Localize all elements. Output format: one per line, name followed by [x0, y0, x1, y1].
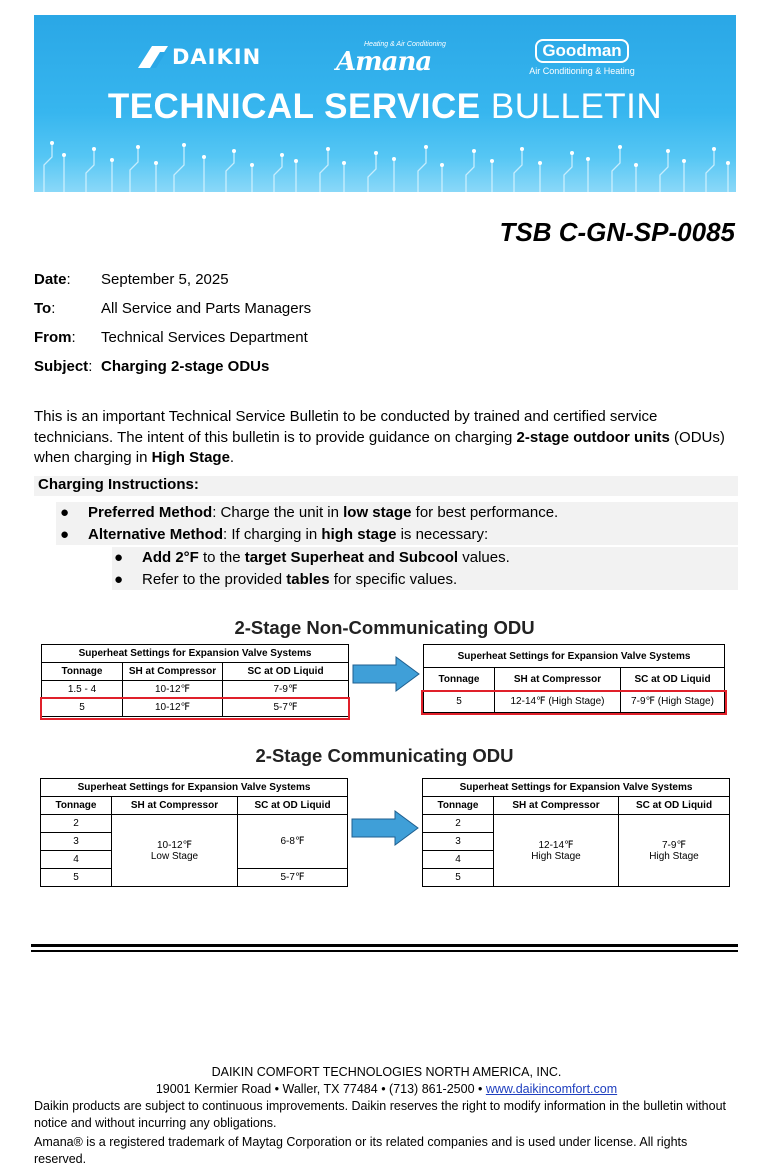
comm-left-table [40, 778, 348, 887]
footer [34, 1064, 739, 1168]
table-cell: 5 [423, 869, 494, 887]
col-header: Tonnage [41, 797, 112, 815]
daikin-logo [138, 43, 261, 71]
add-2f-item: ● Add 2°F to the target Superheat and Subcool values. [114, 549, 510, 566]
col-header: SC at OD Liquid [223, 663, 349, 681]
amana-logo-text: Amana [336, 47, 432, 77]
refer-tables-item: ● Refer to the provided tables for specific values. [114, 571, 458, 588]
table-row [42, 681, 349, 699]
table-cell: 7-9℉ (High Stage) [621, 691, 725, 713]
table-cell: 5 [42, 699, 123, 717]
header-banner [34, 15, 736, 192]
date-label: Date: [34, 271, 71, 288]
footer-address: 19001 Kermier Road • Waller, TX 77484 • (713) 861-2500 • www.daikincomfort.com [155, 1082, 618, 1096]
table-row [423, 815, 730, 833]
table-cell: 4 [41, 851, 112, 869]
to-value: All Service and Parts Managers [101, 300, 312, 317]
comm-title: 2-Stage Communicating ODU [255, 745, 514, 766]
col-header: Tonnage [42, 663, 123, 681]
date-value: September 5, 2025 [101, 271, 229, 288]
table-cell: 1.5 - 4 [42, 681, 123, 699]
col-header: SH at Compressor [495, 668, 621, 691]
divider-thick [31, 944, 738, 947]
goodman-tagline: Air Conditioning & Heating [529, 66, 635, 76]
table-cell: 5 [424, 691, 495, 713]
table-caption: Superheat Settings for Expansion Valve Systems [424, 645, 725, 668]
table-cell: 5 [41, 869, 112, 887]
bullet-icon: ● [60, 504, 70, 521]
table-cell: 5-7℉ [238, 869, 348, 887]
col-header: SC at OD Liquid [619, 797, 730, 815]
footer-trademark: Amana® is a registered trademark of Maytag Corporation or its related companies and is used under license. All rights reserved. [34, 1135, 688, 1166]
right-arrow-icon [352, 656, 420, 692]
col-header: SH at Compressor [123, 663, 223, 681]
bullet-icon: ● [60, 526, 70, 543]
bulletin-title-light: BULLETIN [490, 87, 663, 126]
table-cell: 12-14℉ High Stage [494, 815, 619, 887]
divider-thin [31, 950, 738, 952]
bullet-icon: ● [114, 549, 124, 566]
from-label: From: [34, 329, 76, 346]
goodman-logo-text: Goodman [535, 39, 628, 63]
table-caption: Superheat Settings for Expansion Valve Systems [423, 779, 730, 797]
tsb-number: TSB C-GN-SP-0085 [499, 217, 735, 247]
table-cell: 3 [423, 833, 494, 851]
table-cell: 10-12℉ Low Stage [112, 815, 238, 887]
amana-logo [334, 41, 449, 75]
amana-tagline: Heating & Air Conditioning [364, 41, 446, 48]
bulletin-title-bold: TECHNICAL SERVICE [107, 87, 481, 126]
col-header: Tonnage [424, 668, 495, 691]
table-cell: 4 [423, 851, 494, 869]
daikin-logo-icon [138, 46, 168, 68]
table-cell: 12-14℉ (High Stage) [495, 691, 621, 713]
from-value: Technical Services Department [101, 329, 308, 346]
table-row [41, 815, 348, 833]
table-cell: 2 [41, 815, 112, 833]
highlight-box [421, 690, 727, 715]
bullet-icon: ● [114, 571, 124, 588]
highlight-box [40, 697, 350, 720]
preferred-method-item: ● Preferred Method: Charge the unit in low stage for best performance. [60, 504, 559, 521]
bulletin-title [34, 87, 736, 127]
col-header: Tonnage [423, 797, 494, 815]
table-cell: 6-8℉ [238, 815, 348, 869]
subject-label: Subject: [34, 358, 93, 375]
right-arrow-icon [351, 810, 419, 846]
table-cell: 10-12℉ [123, 699, 223, 717]
memo-header [34, 271, 311, 387]
to-label: To: [34, 300, 56, 317]
table-caption: Superheat Settings for Expansion Valve Systems [42, 645, 349, 663]
table-cell: 7-9℉ [223, 681, 349, 699]
table-cell: 7-9℉ High Stage [619, 815, 730, 887]
charging-instructions-title: Charging Instructions: [38, 476, 199, 493]
to-row [34, 300, 311, 329]
footer-company: DAIKIN COMFORT TECHNOLOGIES NORTH AMERICA, INC. [211, 1065, 562, 1079]
table-caption: Superheat Settings for Expansion Valve Systems [41, 779, 348, 797]
noncomm-title: 2-Stage Non-Communicating ODU [234, 617, 535, 638]
col-header: SC at OD Liquid [238, 797, 348, 815]
daikin-logo-text: DAIKIN [172, 45, 262, 69]
goodman-logo [527, 39, 637, 83]
table-cell: 2 [423, 815, 494, 833]
table-cell: 3 [41, 833, 112, 851]
col-header: SC at OD Liquid [621, 668, 725, 691]
subject-row [34, 358, 311, 387]
comm-right-table [422, 778, 730, 887]
date-row [34, 271, 311, 300]
footer-disclaimer: Daikin products are subject to continuous improvements. Daikin reserves the right to modify information in the bulletin without notice and without incurring any obligations. [34, 1099, 727, 1130]
alternative-method-item: ● Alternative Method: If charging in high stage is necessary: [60, 526, 489, 543]
subject-value: Charging 2-stage ODUs [101, 358, 270, 375]
intro-paragraph: This is an important Technical Service Bulletin to be conducted by trained and certified service technicians. The intent of this bulletin is to provide guidance on charging 2-stage outdoor units (ODUs) when charging in High Stage. [34, 408, 725, 466]
table-cell: 10-12℉ [123, 681, 223, 699]
col-header: SH at Compressor [494, 797, 619, 815]
table-cell: 5-7℉ [223, 699, 349, 717]
col-header: SH at Compressor [112, 797, 238, 815]
from-row [34, 329, 311, 358]
footer-website-link[interactable]: www.daikincomfort.com [485, 1082, 618, 1096]
